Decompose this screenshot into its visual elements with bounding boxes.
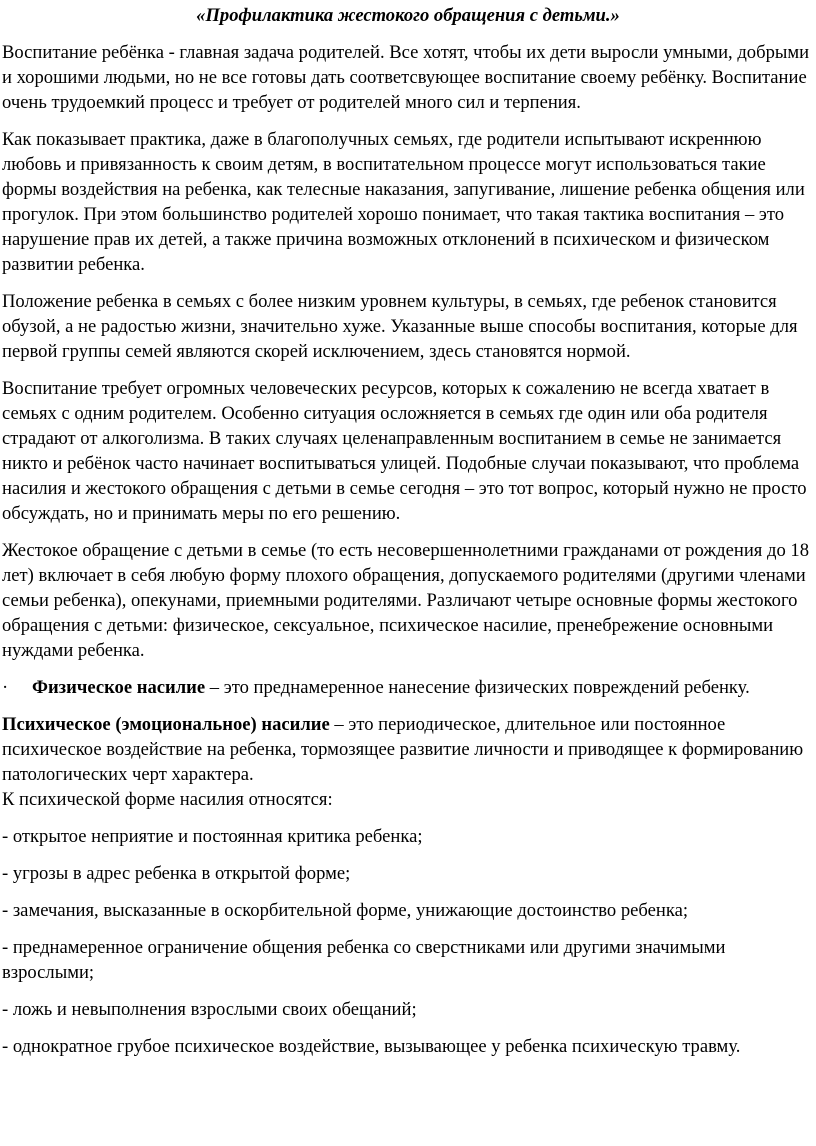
paragraph-practice: Как показывает практика, даже в благополучных семьях, где родители испытывают искреннюю любовь и привязанность к своим детям, в воспитательном процессе могут использоваться такие формы воздействия на ребенка, как телесные наказания, запугивание, лишение ребенка общения или прогулок. При этом большинство родителей хорошо понимает, что такая тактика воспитания – это нарушение прав их детей, а также причина возможных отклонений в психическом и физическом развитии ребенка.	[2, 129, 805, 275]
list-item: - угрозы в адрес ребенка в открытой форме;	[2, 863, 351, 884]
list-item: - ложь и невыполнения взрослыми своих обещаний;	[2, 999, 417, 1020]
list-item: - открытое неприятие и постоянная критика ребенка;	[2, 826, 423, 847]
bullet-marker: ·	[2, 677, 9, 698]
list-item: - однократное грубое психическое воздействие, вызывающее у ребенка психическую травму.	[2, 1036, 741, 1057]
paragraph-psychic-violence	[2, 712, 814, 787]
list-item: - преднамеренное ограничение общения ребенка со сверстниками или другими значимыми взрослыми;	[2, 937, 726, 983]
psychic-violence-text: – это периодическое, длительное или постоянное психическое воздействие на ребенка, тормозящее развитие личности и приводящее к формированию патологических черт характера.	[2, 714, 804, 785]
term-psychic-violence: Психическое (эмоциональное) насилие	[2, 714, 330, 735]
paragraph-resources: Воспитание требует огромных человеческих ресурсов, которых к сожалению не всегда хватает в семьях с одним родителем. Особенно ситуация осложняется в семьях где один или оба родителя страдают от алкоголизма. В таких случаях целенаправленным воспитанием в семье не занимается никто и ребёнок часто начинает воспитываться улицей. Подобные случаи показывают, что проблема насилия и жестокого обращения с детьми в семье сегодня – это тот вопрос, который нужно не просто обсуждать, но и принимать меры по его решению.	[2, 378, 807, 524]
paragraph-upbringing: Воспитание ребёнка - главная задача родителей. Все хотят, чтобы их дети выросли умными, добрыми и хорошими людьми, но не все готовы дать соответсвующее воспитание своему ребёнку. Воспитание очень трудоемкий процесс и требует от родителей много сил и терпения.	[2, 42, 810, 113]
list-item: - замечания, высказанные в оскорбительной форме, унижающие достоинство ребенка;	[2, 900, 688, 921]
document-title: «Профилактика жестокого обращения с детьми.»	[196, 5, 620, 26]
paragraph-low-culture: Положение ребенка в семьях с более низким уровнем культуры, в семьях, где ребенок становится обузой, а не радостью жизни, значительно хуже. Указанные выше способы воспитания, которые для первой группы семей являются скорей исключением, здесь становятся нормой.	[2, 291, 798, 362]
physical-violence-text: – это преднамеренное нанесение физических повреждений ребенку.	[205, 677, 750, 698]
list-intro: К психической форме насилия относятся:	[2, 789, 333, 810]
paragraph-definition: Жестокое обращение с детьми в семье (то есть несовершеннолетними гражданами от рождения до 18 лет) включает в себя любую форму плохого обращения, допускаемого родителями (другими членами семьи ребенка), опекунами, приемными родителями. Различают четыре основные формы жестокого обращения с детьми: физическое, сексуальное, психическое насилие, пренебрежение основными нуждами ребенка.	[2, 540, 809, 661]
term-physical-violence: Физическое насилие	[32, 677, 206, 698]
paragraph-physical-violence	[2, 675, 814, 700]
